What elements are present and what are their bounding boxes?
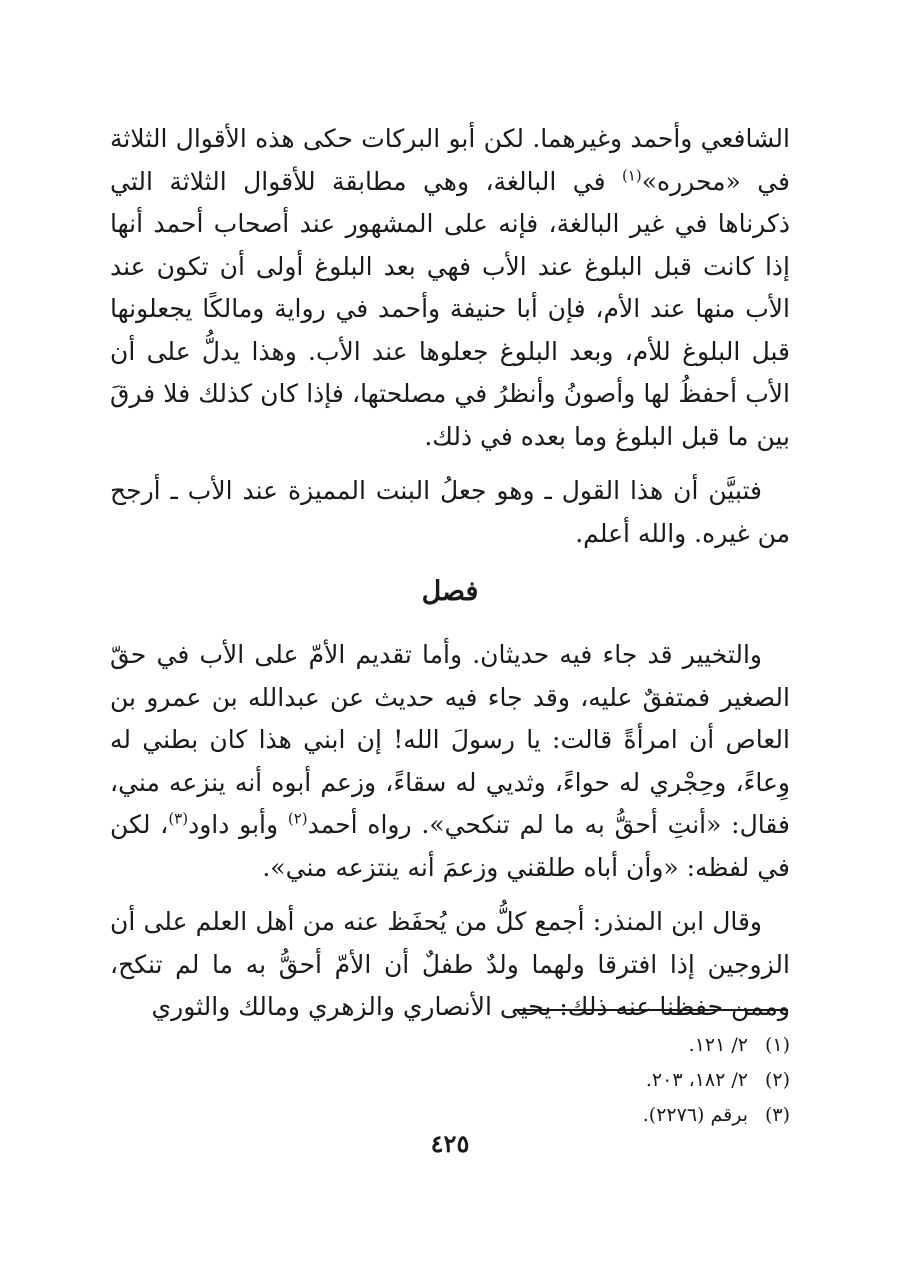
paragraph-3-text-c: ، لكن في لفظه: «وأن أباه طلقني وزعمَ أنه ينتزعه مني». [110,810,790,882]
footnote-number: (١) [764,1034,790,1056]
footnote-ref-3: (٣) [168,809,189,828]
footnote-text: برقم (٢٢٧٦). [642,1104,748,1126]
footnote-number: (٣) [764,1104,790,1126]
paragraph-1-text: الشافعي وأحمد وغيرهما. لكن أبو البركات حكى هذه الأقوال الثلاثة في «محرره» [110,124,790,196]
paragraph-3 [110,634,790,889]
paragraph-2: فتبيَّن أن هذا القول ـ وهو جعلُ البنت المميزة عند الأب ـ أرجح من غيره. والله أعلم. [110,476,790,548]
page-number: ٤٢٥ [430,1129,470,1158]
main-text [110,118,790,1029]
footnote-1 [190,1028,790,1063]
section-heading: فصل [421,576,479,607]
paragraph-4: وقال ابن المنذر: أجمع كلُّ من يُحفَظ عنه من أهل العلم على أن الزوجين إذا افترقا ولهما ولدٌ طفلٌ أن الأمّ أحقُّ به ما لم تنكح، وممن حفظنا عنه ذلك: يحيى الأنصاري والزهري ومالك والثوري [110,907,790,1021]
footnote-divider [515,1009,788,1011]
footnote-2 [190,1063,790,1098]
footnotes [190,1028,790,1133]
footnote-3 [190,1098,790,1133]
paragraph-3-text-a: والتخيير قد جاء فيه حديثان. وأما تقديم الأمّ على الأب في حقّ الصغير فمتفقٌ عليه، وقد جاء فيه حديث عن عبدالله بن عمرو بن العاص أن امرأةً قالت: يا رسولَ الله! إن ابني هذا كان بطني له وِعاءً، وحِجْري له حواءً، وثديي له سقاءً، وزعم أبوه أنه ينزعه مني، فقال: «أنتِ أحقُّ به ما لم تنكحي». رواه أحمد [110,640,790,839]
footnote-ref-2: (٢) [287,809,308,828]
paragraph-1 [110,118,790,458]
paragraph-3-text-b: وأبو داود [188,810,288,839]
paragraph-1-rest: في البالغة، وهي مطابقة للأقوال الثلاثة التي ذكرناها في غير البالغة، فإنه على المشهور عند أصحاب أحمد أنها إذا كانت قبل البلوغ عند الأب فهي بعد البلوغ أولى أن تكون عند الأب منها عند الأم، فإن أبا حنيفة وأحمد في رواية ومالكًا يجعلونها قبل البلوغ للأم، وبعد البلوغ جعلوها عند الأب. وهذا يدلُّ على أن الأب أحفظُ لها وأصونُ وأنظرُ في مصلحتها، فإذا كان كذلك فلا فرقَ بين ما قبل البلوغ وما بعده في ذلك. [110,166,790,451]
footnote-text: ٢/ ١٨٢، ٢٠٣. [645,1069,748,1091]
footnote-number: (٢) [764,1069,790,1091]
footnote-text: ٢/ ١٢١. [688,1034,748,1056]
footnote-ref-1: (١) [621,166,642,185]
